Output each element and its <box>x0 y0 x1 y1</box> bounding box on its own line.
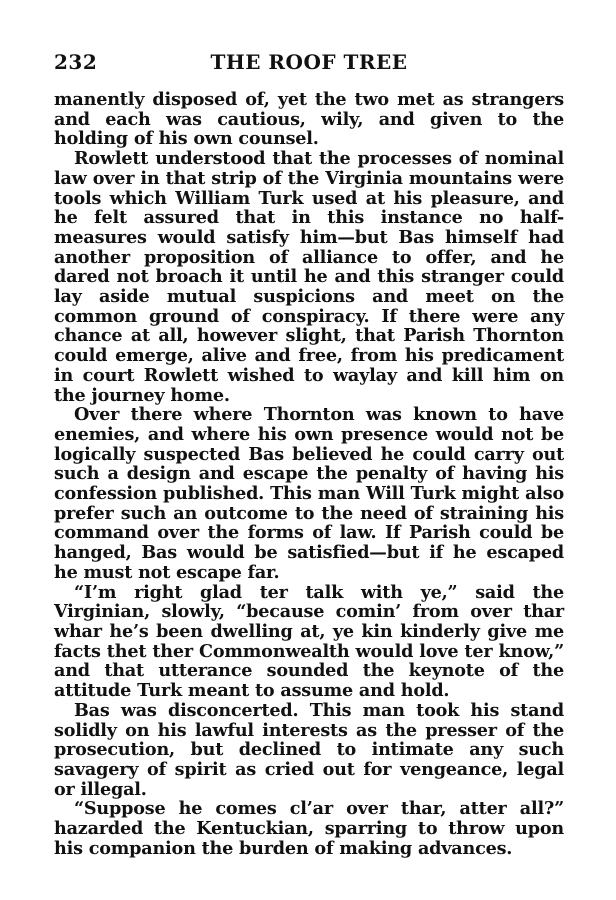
paragraph: “Suppose he comes cl’ar over thar, atter all?” hazarded the Kentuckian, sparring to throw upon his companion the burden of making advances. <box>54 798 564 859</box>
paragraph: Bas was disconcerted. This man took his stand solidly on his lawful interests as the presser of the prosecution, but declined to intimate any such savagery of spirit as cried out for vengeance, legal or illegal. <box>54 699 564 800</box>
paragraph-continued: manently disposed of, yet the two met as strangers and each was cautious, wily, and given to the holding of his own counsel. <box>54 89 564 150</box>
paragraph: Over there where Thornton was known to have enemies, and where his own presence would not be logically suspected Bas believed he could carry out such a design and escape the penalty of having his confession published. This man Will Turk might also prefer such an outcome to the need of straining his command over the forms of law. If Parish could be hanged, Bas would be satisfied—but if he escaped he must not escape far. <box>54 404 564 583</box>
body-text <box>54 90 564 858</box>
running-title: THE ROOF TREE <box>210 50 408 74</box>
paragraph: Rowlett understood that the processes of nominal law over in that strip of the Virginia mountains were tools which William Turk used at his pleasure, and he felt assured that in this instance no half-measures would satisfy him—but Bas himself had another proposition of alliance to offer, and he dared not broach it until he and this stranger could lay aside mutual suspicions and meet on the common ground of conspiracy. If there were any chance at all, however slight, that Parish Thornton could emerge, alive and free, from his predicament in court Rowlett wished to waylay and kill him on the journey home. <box>54 148 564 406</box>
paragraph: “I’m right glad ter talk with ye,” said the Virginian, slowly, “because comin’ from over thar whar he’s been dwelling at, ye kin kinderly give me facts thet ther Commonwealth would love ter know,” and that utterance sounded the keynote of the attitude Turk meant to assume and hold. <box>54 581 564 702</box>
page-header <box>54 50 564 80</box>
page-number: 232 <box>54 50 98 74</box>
